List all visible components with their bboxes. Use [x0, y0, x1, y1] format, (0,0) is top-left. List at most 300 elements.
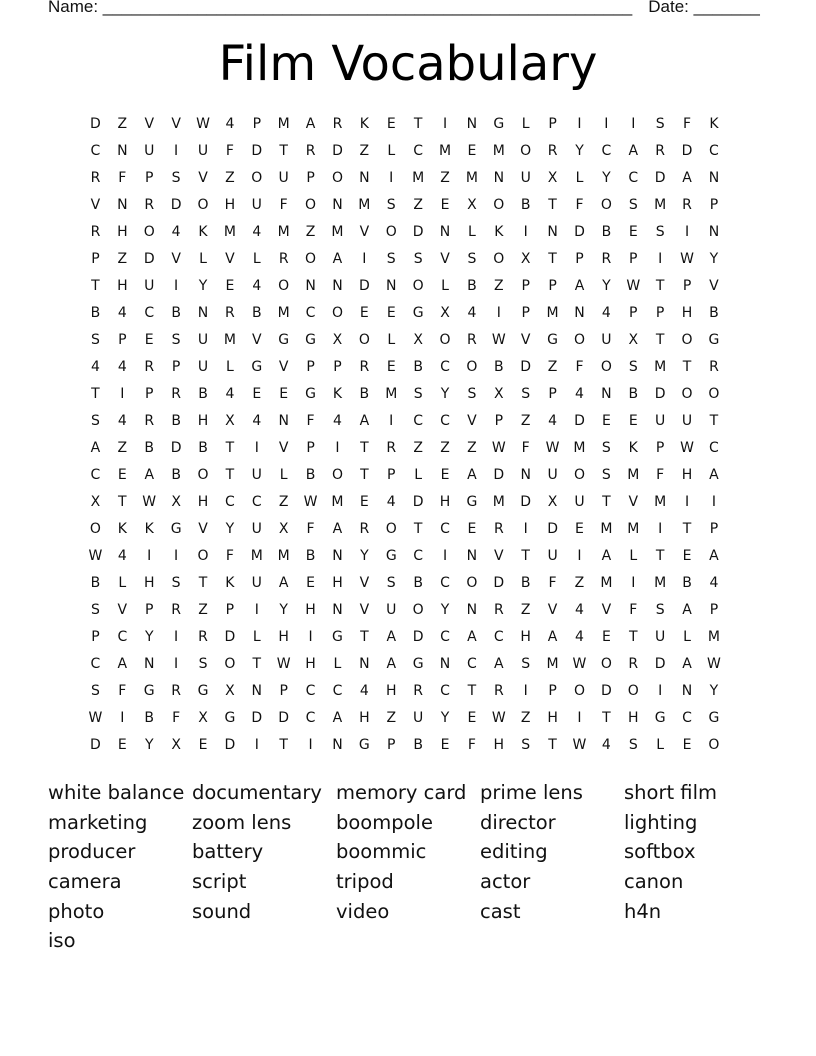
grid-letter: G [708, 332, 720, 348]
grid-letter: S [521, 386, 531, 402]
grid-letter: Y [440, 386, 450, 402]
grid-letter: U [547, 548, 558, 564]
grid-letter: I [684, 224, 690, 240]
grid-letter: S [601, 467, 611, 483]
grid-letter: O [573, 467, 585, 483]
grid-letter: F [118, 170, 127, 186]
grid-letter: B [682, 575, 692, 591]
grid-letter: Z [520, 413, 531, 429]
grid-letter: N [332, 278, 343, 294]
grid-letter: T [628, 629, 638, 645]
grid-letter: K [628, 440, 638, 456]
grid-letter: I [523, 521, 528, 537]
grid-letter: C [440, 575, 450, 591]
grid-letter: 4 [575, 629, 584, 645]
grid-letter: T [118, 494, 127, 510]
grid-letter: U [251, 575, 262, 591]
grid-letter: L [118, 575, 127, 591]
grid-letter: C [90, 656, 101, 672]
grid-letter: O [466, 359, 478, 375]
grid-letter: C [709, 440, 719, 456]
grid-letter: O [143, 224, 155, 240]
grid-letter: Z [386, 710, 397, 726]
grid-letter: P [682, 278, 692, 294]
grid-letter: G [197, 683, 209, 699]
grid-letter: F [575, 197, 584, 213]
grid-letter: I [254, 737, 259, 753]
word-list-item: battery [192, 840, 264, 864]
grid-letter: P [521, 278, 530, 294]
grid-letter: L [279, 467, 288, 483]
grid-letter: T [548, 737, 557, 753]
grid-letter: N [520, 467, 531, 483]
grid-letter: Z [440, 170, 450, 186]
grid-letter: H [117, 224, 128, 240]
grid-letter: S [521, 737, 531, 753]
grid-letter: C [144, 305, 155, 321]
grid-letter: T [360, 440, 369, 456]
grid-letter: M [627, 467, 640, 483]
word-list-item: actor [480, 870, 531, 894]
word-list-item: h4n [624, 899, 662, 923]
grid-letter: R [413, 683, 423, 699]
grid-letter: A [601, 548, 612, 564]
grid-letter: O [493, 197, 505, 213]
grid-letter: M [331, 224, 344, 240]
grid-letter: C [467, 656, 477, 672]
grid-letter: O [251, 170, 263, 186]
grid-letter: W [572, 656, 587, 672]
grid-letter: N [439, 224, 451, 240]
grid-letter: S [521, 656, 531, 672]
grid-letter: D [412, 629, 424, 645]
grid-letter: T [709, 413, 719, 429]
grid-letter: R [359, 359, 370, 375]
grid-letter: O [573, 332, 585, 348]
grid-letter: F [118, 683, 127, 699]
grid-letter: A [117, 656, 128, 672]
grid-letter: E [198, 737, 208, 753]
grid-letter: N [332, 548, 343, 564]
grid-letter: X [520, 251, 531, 267]
grid-letter: L [656, 737, 665, 753]
grid-letter: Y [144, 629, 154, 645]
grid-letter: E [575, 521, 584, 537]
word-list-item: editing [480, 840, 548, 864]
grid-letter: T [602, 710, 611, 726]
grid-letter: A [386, 656, 397, 672]
grid-letter: U [547, 467, 558, 483]
grid-letter: R [171, 602, 181, 618]
grid-letter: F [521, 440, 530, 456]
grid-letter: T [548, 197, 557, 213]
grid-letter: N [251, 683, 263, 699]
grid-letter: 4 [252, 413, 262, 429]
grid-letter: V [278, 359, 289, 375]
grid-letter: A [547, 629, 558, 645]
grid-letter: S [413, 386, 423, 402]
grid-letter: R [493, 602, 504, 618]
grid-letter: I [254, 602, 259, 618]
grid-letter: N [466, 116, 478, 132]
grid-letter: Z [574, 575, 585, 591]
grid-letter: P [91, 629, 100, 645]
grid-letter: L [414, 467, 423, 483]
grid-letter: E [601, 629, 611, 645]
word-list-item: photo [48, 899, 105, 923]
grid-letter: R [144, 413, 155, 429]
grid-letter: A [682, 656, 692, 672]
grid-letter: V [144, 116, 155, 132]
grid-letter: F [467, 737, 476, 753]
grid-letter: N [332, 197, 343, 213]
grid-letter: A [682, 170, 692, 186]
grid-letter: G [493, 116, 505, 132]
grid-letter: D [493, 467, 505, 483]
grid-letter: D [170, 197, 182, 213]
grid-letter: I [658, 251, 663, 267]
grid-letter: I [147, 548, 152, 564]
grid-letter: V [198, 170, 208, 186]
grid-letter: Y [440, 710, 450, 726]
grid-letter: A [467, 467, 477, 483]
grid-letter: M [492, 494, 505, 510]
grid-letter: V [359, 575, 370, 591]
grid-letter: O [439, 332, 451, 348]
grid-letter: I [389, 170, 394, 186]
grid-letter: D [600, 683, 612, 699]
grid-letter: H [493, 737, 505, 753]
grid-letter: N [681, 683, 693, 699]
grid-letter: A [144, 467, 155, 483]
grid-letter: K [198, 224, 208, 240]
grid-letter: I [362, 251, 367, 267]
grid-letter: B [144, 440, 155, 456]
grid-letter: I [308, 737, 313, 753]
grid-letter: T [413, 116, 423, 132]
grid-letter: P [171, 359, 181, 375]
grid-letter: Z [225, 170, 235, 186]
grid-letter: D [547, 521, 558, 537]
grid-letter: T [279, 737, 288, 753]
grid-letter: L [333, 656, 342, 672]
grid-letter: M [654, 494, 667, 510]
grid-letter: M [654, 359, 667, 375]
grid-letter: S [413, 251, 423, 267]
grid-letter: S [91, 413, 100, 429]
grid-letter: E [386, 116, 396, 132]
grid-letter: E [359, 494, 369, 510]
grid-letter: B [601, 224, 612, 240]
grid-letter: P [145, 386, 154, 402]
grid-letter: Z [413, 440, 423, 456]
grid-letter: U [601, 332, 612, 348]
grid-letter: O [681, 386, 693, 402]
grid-letter: O [224, 656, 236, 672]
grid-letter: F [306, 413, 315, 429]
grid-letter: G [224, 710, 236, 726]
grid-letter: R [144, 359, 155, 375]
grid-letter: M [358, 197, 371, 213]
grid-letter: U [144, 278, 155, 294]
grid-letter: R [655, 143, 666, 159]
grid-letter: D [358, 278, 370, 294]
grid-letter: I [389, 413, 394, 429]
grid-letter: X [171, 737, 181, 753]
grid-letter: M [277, 305, 290, 321]
grid-letter: X [198, 710, 208, 726]
grid-letter: Y [575, 143, 584, 159]
grid-letter: D [493, 575, 505, 591]
grid-letter: L [441, 278, 449, 294]
grid-letter: 4 [90, 359, 100, 375]
word-list-item: iso [48, 929, 76, 953]
word-list-item: script [192, 870, 247, 894]
grid-letter: I [631, 575, 636, 591]
grid-letter: P [548, 278, 557, 294]
grid-letter: Z [117, 440, 128, 456]
grid-letter: N [466, 548, 478, 564]
grid-letter: G [332, 629, 343, 645]
grid-letter: I [174, 143, 179, 159]
grid-letter: O [600, 656, 612, 672]
grid-letter: Y [709, 251, 719, 267]
grid-letter: U [278, 170, 289, 186]
grid-letter: Z [494, 278, 504, 294]
grid-letter: T [682, 359, 692, 375]
grid-letter: D [332, 143, 343, 159]
grid-letter: H [547, 710, 558, 726]
grid-letter: N [466, 602, 478, 618]
grid-letter: M [654, 575, 667, 591]
grid-letter: S [628, 359, 638, 375]
grid-letter: I [711, 494, 716, 510]
word-list [48, 778, 768, 956]
grid-letter: I [684, 494, 690, 510]
grid-letter: 4 [117, 359, 127, 375]
grid-letter: W [276, 656, 291, 672]
grid-letter: M [546, 305, 559, 321]
grid-letter: U [386, 602, 397, 618]
grid-letter: C [440, 683, 450, 699]
grid-letter: U [144, 143, 155, 159]
grid-letter: X [225, 683, 235, 699]
grid-letter: D [520, 494, 532, 510]
grid-letter: G [412, 656, 424, 672]
grid-letter: H [143, 575, 155, 591]
grid-letter: R [90, 224, 101, 240]
grid-letter: W [303, 494, 318, 510]
grid-letter: N [574, 305, 585, 321]
grid-letter: O [412, 602, 424, 618]
grid-letter: T [655, 548, 665, 564]
grid-letter: G [547, 332, 559, 348]
grid-letter: B [90, 575, 101, 591]
grid-letter: B [171, 305, 181, 321]
page-title: Film Vocabulary [218, 36, 598, 92]
grid-letter: A [628, 143, 639, 159]
grid-letter: C [251, 494, 262, 510]
grid-letter: K [332, 386, 343, 402]
grid-letter: D [654, 386, 666, 402]
grid-letter: Z [467, 440, 477, 456]
grid-letter: M [627, 521, 640, 537]
grid-letter: A [574, 278, 585, 294]
grid-letter: D [278, 710, 290, 726]
grid-letter: 4 [117, 548, 127, 564]
grid-letter: P [333, 359, 342, 375]
grid-letter: R [493, 521, 504, 537]
word-list-item: tripod [336, 870, 394, 894]
grid-letter: S [628, 197, 638, 213]
grid-letter: 4 [575, 386, 584, 402]
grid-letter: E [467, 710, 477, 726]
grid-letter: H [117, 278, 128, 294]
grid-letter: M [412, 170, 425, 186]
grid-letter: T [252, 656, 262, 672]
grid-letter: I [308, 629, 313, 645]
grid-letter: X [90, 494, 101, 510]
grid-letter: O [305, 197, 317, 213]
grid-letter: M [385, 386, 398, 402]
grid-letter: L [387, 332, 396, 348]
grid-letter: G [385, 548, 397, 564]
grid-letter: T [91, 386, 100, 402]
name-field-label: Name: ________________________________________________________ [48, 0, 633, 16]
grid-letter: R [278, 251, 289, 267]
grid-letter: N [547, 224, 558, 240]
grid-letter: B [144, 710, 155, 726]
grid-letter: T [360, 467, 369, 483]
grid-letter: G [251, 359, 263, 375]
grid-letter: V [547, 602, 558, 618]
grid-letter: 4 [117, 413, 127, 429]
grid-letter: D [654, 656, 666, 672]
grid-letter: X [278, 521, 289, 537]
grid-letter: H [197, 494, 209, 510]
grid-letter: L [225, 359, 234, 375]
grid-letter: C [440, 413, 450, 429]
grid-letter: R [332, 116, 343, 132]
grid-letter: P [521, 305, 530, 321]
grid-letter: G [708, 710, 720, 726]
grid-letter: V [601, 602, 612, 618]
grid-letter: H [520, 629, 531, 645]
word-list-item: prime lens [480, 781, 583, 804]
grid-letter: I [577, 710, 582, 726]
grid-letter: Y [602, 170, 611, 186]
grid-letter: Y [709, 683, 719, 699]
grid-letter: Y [360, 548, 369, 564]
grid-letter: H [278, 629, 289, 645]
grid-letter: D [412, 224, 424, 240]
grid-letter: 4 [225, 116, 235, 132]
grid-letter: T [682, 521, 692, 537]
grid-letter: C [305, 683, 316, 699]
grid-letter: S [171, 575, 181, 591]
grid-letter: M [277, 116, 290, 132]
grid-letter: N [305, 278, 316, 294]
grid-letter: T [360, 629, 369, 645]
grid-letter: K [117, 521, 127, 537]
grid-letter: W [545, 440, 560, 456]
grid-letter: E [359, 305, 369, 321]
grid-letter: 4 [601, 305, 611, 321]
grid-letter: C [305, 710, 316, 726]
grid-letter: B [467, 278, 477, 294]
grid-letter: A [305, 116, 316, 132]
grid-letter: R [628, 656, 639, 672]
grid-letter: I [523, 224, 528, 240]
grid-letter: G [278, 332, 290, 348]
grid-letter: T [655, 278, 665, 294]
grid-letter: Z [520, 710, 531, 726]
grid-letter: S [386, 575, 396, 591]
grid-letter: V [628, 494, 639, 510]
grid-letter: M [654, 197, 667, 213]
grid-letter: C [413, 548, 424, 564]
grid-letter: D [170, 440, 182, 456]
grid-letter: R [305, 143, 316, 159]
grid-letter: M [277, 224, 290, 240]
grid-letter: H [439, 494, 451, 510]
grid-letter: U [251, 467, 262, 483]
grid-letter: U [655, 413, 666, 429]
grid-letter: P [548, 683, 557, 699]
grid-letter: B [709, 305, 719, 321]
grid-letter: P [494, 413, 504, 429]
grid-letter: U [251, 521, 262, 537]
grid-letter: N [708, 224, 720, 240]
grid-letter: B [90, 305, 101, 321]
grid-letter: F [279, 197, 288, 213]
grid-letter: O [278, 278, 290, 294]
grid-letter: Y [198, 278, 208, 294]
grid-letter: R [359, 521, 370, 537]
grid-letter: P [709, 521, 719, 537]
word-list-item: boommic [336, 840, 427, 864]
grid-letter: P [629, 305, 638, 321]
grid-letter: W [196, 116, 210, 132]
word-list-item: zoom lens [192, 810, 292, 834]
grid-letter: O [600, 359, 612, 375]
grid-letter: O [89, 521, 101, 537]
grid-letter: I [604, 116, 609, 132]
grid-letter: P [655, 305, 665, 321]
grid-letter: F [656, 467, 665, 483]
grid-letter: M [223, 332, 236, 348]
grid-letter: X [225, 413, 235, 429]
grid-letter: A [90, 440, 101, 456]
grid-letter: O [385, 521, 397, 537]
grid-letter: A [682, 602, 692, 618]
grid-letter: R [386, 440, 397, 456]
date-field-label: Date: _______ [648, 0, 760, 16]
grid-letter: D [574, 224, 585, 240]
grid-letter: M [277, 548, 290, 564]
grid-letter: 4 [252, 224, 262, 240]
grid-letter: B [413, 575, 423, 591]
word-list-item: sound [192, 899, 252, 923]
grid-letter: A [332, 251, 343, 267]
grid-letter: N [601, 386, 612, 402]
grid-letter: V [171, 116, 181, 132]
grid-letter: N [332, 602, 343, 618]
grid-letter: R [198, 629, 208, 645]
grid-letter: P [306, 170, 315, 186]
grid-letter: O [331, 170, 343, 186]
grid-letter: B [520, 197, 531, 213]
